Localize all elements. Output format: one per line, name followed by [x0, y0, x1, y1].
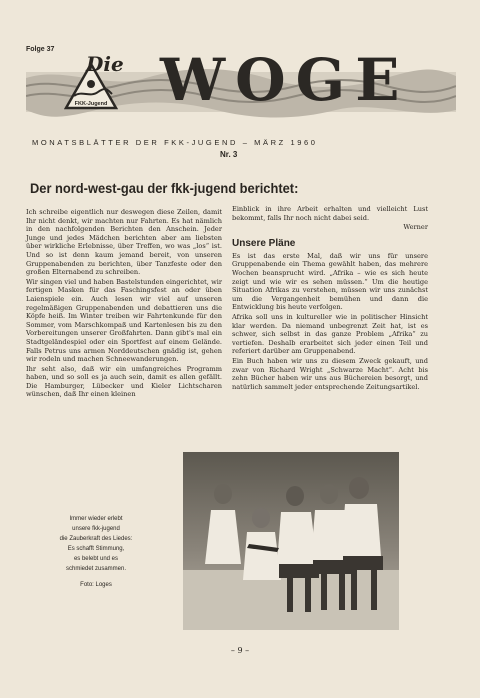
caption-line: die Zauberkraft des Liedes: [59, 536, 133, 542]
caption-line: unsere fkk-jugend [72, 526, 120, 532]
caption-line: Es schafft Stimmung, [67, 546, 125, 552]
paragraph: Ihr seht also, daß wir ein umfangreiches Programm haben, und so soll es ja auch sein, damit es allen gefällt. Die Hamburger, Lübecker und Kieler Lichtscharen wünschen, daß Ihr einen kleinen [26, 364, 222, 399]
page-number: – 9 – [230, 646, 250, 655]
logo-die: Die [86, 52, 124, 76]
caption-line: Immer wieder erlebt [69, 516, 123, 522]
article-headline: Der nord-west-gau der fkk-jugend berichtet: [30, 180, 299, 196]
paragraph: Ein Buch haben wir uns zu diesem Zweck gekauft, und zwar von Richard Wright „Schwarze Macht“. Acht bis zehn Bücher haben wir uns aus Büchereien besorgt, und natürlich sammelt jeder entsprechende Zeitungsartikel. [232, 356, 428, 391]
logo-woge: WOGE [160, 46, 410, 114]
issue-number: Nr. 3 [220, 150, 238, 159]
article-column-right [232, 205, 428, 392]
paragraph: Es ist das erste Mal, daß wir uns für unsere Gruppenabende ein Thema gewählt haben, das mehrere Wochen beansprucht wird. „Afrika – wie es sich heute zeigt und wie wir es sehen müssen.“ Um die heutige Situation Afrikas zu verstehen, müssen wir uns zunächst um die Vergangenheit bemühen und dann die Entwicklung bis heute verfolgen. [232, 251, 428, 312]
photo-caption [40, 514, 152, 590]
paragraph: Einblick in ihre Arbeit erhalten und vielleicht Lust bekommt, falls Ihr noch nicht dabei seid. [232, 205, 428, 222]
paragraph: Afrika soll uns in kultureller wie in politischer Hinsicht klar werden. Da niemand unbegrenzt Zeit hat, ist es schwer, sich selbst in das ganze Problem „Afrika“ zu vertiefen. Deshalb erarbeitet sich jeder einen Teil und referiert darüber am Gruppenabend. [232, 312, 428, 356]
signature: Werner [403, 223, 428, 232]
issue-folge: Folge 37 [26, 46, 55, 53]
photo-credit: Foto: Loges [80, 582, 112, 588]
paragraph: Ich schreibe eigentlich nur deswegen diese Zeilen, damit Ihr nicht denkt, wir machten nur Fahrten. Es hat nämlich in den nachfolgenden Berichten den Anschein. Jeder Junge und jedes Mädchen berichten aber am liebsten über wirkliche Erlebnisse, über Treffen, wo was „los“ ist. Und so ist denn kaum jemand bereit, von unseren Gruppenabenden zu berichten, über Tanzfeste oder den großen Elternabend zu schreiben. [26, 208, 222, 277]
group-photo [183, 452, 399, 630]
caption-line: schmiedet zusammen. [65, 566, 127, 572]
section-title: Unsere Pläne [232, 237, 296, 249]
masthead-subtitle: MONATSBLÄTTER DER FKK-JUGEND – MÄRZ 1960 [32, 138, 318, 147]
article-column-left [26, 208, 222, 400]
caption-line: es belebt und es [73, 556, 119, 562]
emblem-text: FKK-Jugend [74, 101, 108, 107]
paragraph: Wir singen viel und haben Bastelstunden eingerichtet, wir fertigen Masken für das Faschingsfest an oder üben Laienspiele ein. Auch lesen wir viel auf unseren regelmäßigen Gruppenabenden und debattieren uns die Köpfe heiß. Im Winter treiben wir Fahrtenkunde für den Sommer, vom Marschkompaß und Kartenlesen bis zu den Vorbereitungen unserer Großfahrten. Dann gibt's mal ein Stadtgeländespiel oder ein Sportfest auf einem Gelände. Falls Petrus uns armen Norddeutschen gnädig ist, gehen wir rodeln und machen Schneewanderungen. [26, 277, 222, 364]
